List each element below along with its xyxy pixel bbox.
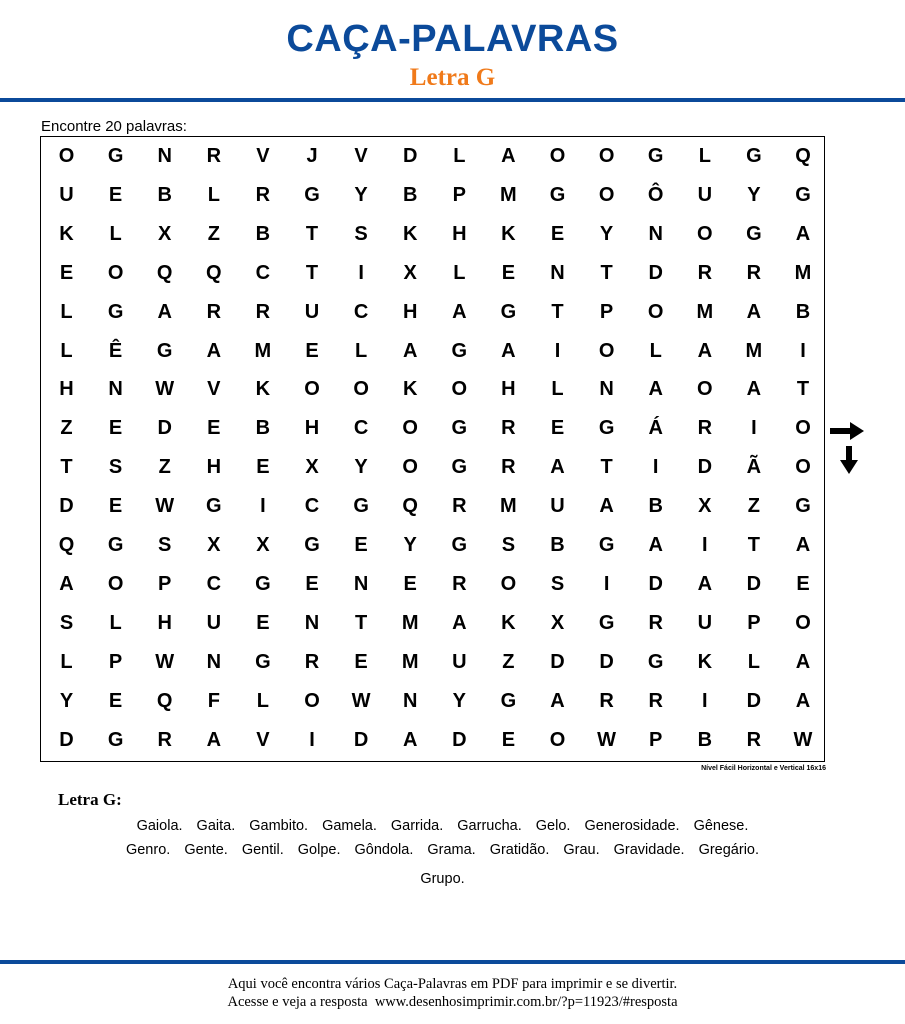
grid-letter[interactable]: A bbox=[206, 728, 222, 751]
grid-letter[interactable]: O bbox=[107, 261, 124, 284]
grid-letter[interactable]: D bbox=[353, 728, 369, 751]
word-item: Grupo. bbox=[420, 871, 465, 887]
grid-letter[interactable]: L bbox=[551, 378, 564, 401]
grid-letter[interactable]: T bbox=[551, 300, 564, 323]
grid-letter[interactable]: P bbox=[158, 572, 172, 595]
grid-letter[interactable]: Z bbox=[747, 495, 760, 518]
grid-letter[interactable]: Á bbox=[648, 417, 663, 440]
grid-letter[interactable]: X bbox=[305, 456, 319, 479]
grid-letter[interactable]: R bbox=[697, 261, 713, 284]
grid-letter[interactable]: D bbox=[59, 728, 74, 751]
word-item: Gratidão. bbox=[489, 842, 550, 858]
grid-letter[interactable]: K bbox=[59, 222, 74, 245]
grid-letter[interactable]: A bbox=[501, 145, 516, 167]
grid-letter[interactable]: D bbox=[599, 650, 614, 673]
grid-letter[interactable]: U bbox=[697, 611, 713, 634]
grid-letter[interactable]: G bbox=[107, 534, 124, 556]
grid-letter[interactable]: O bbox=[58, 145, 75, 167]
grid-letter[interactable]: X bbox=[698, 495, 712, 518]
word-item: Gôndola. bbox=[354, 842, 414, 858]
grid-letter[interactable]: H bbox=[304, 417, 320, 440]
grid-letter[interactable]: O bbox=[697, 378, 713, 401]
grid-letter[interactable]: E bbox=[550, 417, 565, 440]
grid-letter[interactable]: B bbox=[255, 417, 271, 440]
grid-letter[interactable]: Q bbox=[156, 261, 173, 284]
grid-letter[interactable]: H bbox=[206, 456, 222, 479]
grid-letter[interactable]: G bbox=[795, 183, 811, 206]
grid-letter[interactable]: G bbox=[255, 572, 271, 595]
grid-letter[interactable]: R bbox=[648, 689, 663, 712]
grid-letter[interactable]: H bbox=[157, 611, 172, 634]
grid-letter[interactable]: Q bbox=[795, 145, 811, 167]
grid-letter[interactable]: C bbox=[353, 300, 369, 323]
grid-letter[interactable]: O bbox=[598, 145, 615, 167]
grid-letter[interactable]: Y bbox=[599, 222, 614, 245]
grid-letter[interactable]: A bbox=[795, 534, 811, 556]
grid-letter[interactable]: R bbox=[746, 261, 762, 284]
grid-letter[interactable]: O bbox=[795, 611, 811, 634]
page-subtitle: Letra G bbox=[409, 64, 496, 91]
word-list-line-3 bbox=[0, 871, 885, 887]
grid-letter[interactable]: A bbox=[648, 378, 663, 401]
word-item: Gamela. bbox=[322, 818, 377, 834]
grid-letter[interactable]: M bbox=[500, 495, 517, 518]
grid-letter[interactable]: D bbox=[648, 572, 663, 595]
word-item: Gaiola. bbox=[136, 818, 183, 834]
grid-letter[interactable]: K bbox=[501, 611, 516, 634]
grid-letter[interactable]: D bbox=[550, 650, 565, 673]
grid-letter[interactable]: O bbox=[697, 222, 713, 245]
grid-letter[interactable]: G bbox=[107, 728, 124, 751]
grid-letter[interactable]: R bbox=[501, 456, 516, 479]
grid-letter[interactable]: G bbox=[451, 339, 468, 362]
grid-letter[interactable]: E bbox=[796, 572, 810, 595]
grid-letter[interactable]: T bbox=[354, 611, 368, 634]
grid-letter[interactable]: U bbox=[550, 495, 565, 518]
grid-letter[interactable]: O bbox=[402, 456, 418, 479]
grid-letter[interactable]: A bbox=[452, 300, 467, 323]
grid-letter[interactable]: R bbox=[255, 300, 271, 323]
word-item: Gênese. bbox=[693, 818, 749, 834]
grid-letter[interactable]: A bbox=[402, 339, 418, 362]
instruction-text: Encontre 20 palavras: bbox=[41, 118, 187, 135]
grid-letter[interactable]: I bbox=[751, 417, 757, 440]
top-divider bbox=[0, 98, 905, 102]
grid-letter[interactable]: G bbox=[598, 417, 615, 440]
grid-letter[interactable]: D bbox=[452, 728, 467, 751]
grid-letter[interactable]: N bbox=[599, 378, 614, 401]
grid-letter[interactable]: G bbox=[647, 650, 664, 673]
grid-letter[interactable]: Z bbox=[158, 456, 171, 479]
grid-letter[interactable]: P bbox=[452, 183, 466, 206]
grid-letter[interactable]: S bbox=[550, 572, 565, 595]
grid-letter[interactable]: F bbox=[207, 689, 220, 712]
grid-letter[interactable]: V bbox=[354, 145, 368, 167]
grid-letter[interactable]: O bbox=[451, 378, 468, 401]
grid-letter[interactable]: L bbox=[698, 145, 711, 167]
grid-letter[interactable]: G bbox=[107, 145, 124, 167]
grid-letter[interactable]: G bbox=[549, 183, 566, 206]
grid-letter[interactable]: E bbox=[354, 650, 368, 673]
grid-letter[interactable]: K bbox=[402, 378, 418, 401]
grid-letter[interactable]: T bbox=[747, 534, 760, 556]
grid-letter[interactable]: G bbox=[746, 145, 762, 167]
word-item: Genro. bbox=[125, 842, 171, 858]
grid-letter[interactable]: I bbox=[309, 728, 315, 751]
grid-letter[interactable]: G bbox=[255, 650, 271, 673]
grid-letter[interactable]: E bbox=[256, 456, 270, 479]
grid-letter[interactable]: A bbox=[550, 689, 565, 712]
grid-letter[interactable]: R bbox=[452, 572, 467, 595]
word-item: Gente. bbox=[184, 842, 228, 858]
grid-letter[interactable]: E bbox=[501, 261, 516, 284]
grid-letter[interactable]: H bbox=[59, 378, 74, 401]
word-item: Gregário. bbox=[698, 842, 760, 858]
grid-letter[interactable]: L bbox=[649, 339, 662, 362]
grid-letter[interactable]: O bbox=[795, 456, 811, 479]
word-item: Gelo. bbox=[535, 818, 571, 834]
grid-letter[interactable]: W bbox=[351, 689, 371, 712]
grid-letter[interactable]: V bbox=[207, 378, 221, 401]
grid-letter[interactable]: K bbox=[697, 650, 713, 673]
grid-letter[interactable]: E bbox=[305, 572, 319, 595]
level-label: Nível Fácil Horizontal e Vertical 16x16 bbox=[701, 765, 826, 772]
grid-letter[interactable]: A bbox=[501, 339, 516, 362]
word-item: Gentil. bbox=[241, 842, 284, 858]
grid-letter[interactable]: O bbox=[647, 300, 664, 323]
grid-letter[interactable]: L bbox=[207, 183, 220, 206]
grid-letter[interactable]: I bbox=[702, 534, 708, 556]
grid-letter[interactable]: A bbox=[795, 650, 811, 673]
grid-letter[interactable]: C bbox=[304, 495, 320, 518]
grid-letter[interactable]: T bbox=[305, 222, 319, 245]
grid-letter[interactable]: R bbox=[206, 300, 222, 323]
grid-letter[interactable]: E bbox=[501, 728, 516, 751]
grid-letter[interactable]: E bbox=[207, 417, 221, 440]
grid-letter[interactable]: T bbox=[60, 456, 73, 479]
word-item: Grama. bbox=[427, 842, 476, 858]
grid-letter[interactable]: W bbox=[597, 728, 617, 751]
grid-letter[interactable]: V bbox=[256, 728, 270, 751]
word-item: Gambito. bbox=[249, 818, 309, 834]
grid-letter[interactable]: P bbox=[747, 611, 761, 634]
grid-letter[interactable]: W bbox=[155, 650, 175, 673]
grid-letter[interactable]: I bbox=[260, 495, 266, 518]
footer bbox=[0, 975, 905, 1011]
grid-letter[interactable]: Y bbox=[747, 183, 761, 206]
grid-letter[interactable]: O bbox=[500, 572, 517, 595]
grid-letter[interactable]: N bbox=[206, 650, 222, 673]
grid-letter[interactable]: O bbox=[107, 572, 124, 595]
grid-letter[interactable]: C bbox=[255, 261, 271, 284]
grid-letter[interactable]: N bbox=[550, 261, 565, 284]
grid-letter[interactable]: R bbox=[206, 145, 222, 167]
grid-letter[interactable]: B bbox=[648, 495, 663, 518]
grid-letter[interactable]: G bbox=[156, 339, 173, 362]
grid-letter[interactable]: M bbox=[401, 650, 419, 673]
grid-letter[interactable]: G bbox=[598, 611, 615, 634]
grid-letter[interactable]: D bbox=[697, 456, 713, 479]
grid-letter[interactable]: S bbox=[108, 456, 123, 479]
grid-letter[interactable]: N bbox=[108, 378, 123, 401]
grid-letter[interactable]: T bbox=[796, 378, 810, 401]
word-item: Generosidade. bbox=[584, 818, 680, 834]
grid-letter[interactable]: P bbox=[599, 300, 614, 323]
grid-letter[interactable]: R bbox=[255, 183, 271, 206]
grid-letter[interactable]: W bbox=[793, 728, 813, 751]
grid-letter[interactable]: G bbox=[451, 534, 468, 556]
grid-letter[interactable]: G bbox=[304, 183, 320, 206]
grid-letter[interactable]: K bbox=[255, 378, 271, 401]
grid-letter[interactable]: O bbox=[549, 728, 566, 751]
grid-letter[interactable]: C bbox=[206, 572, 222, 595]
grid-letter[interactable]: E bbox=[108, 417, 123, 440]
grid-letter[interactable]: Z bbox=[60, 417, 73, 440]
grid-letter[interactable]: Q bbox=[206, 261, 222, 284]
grid-letter[interactable]: O bbox=[353, 378, 369, 401]
grid-letter[interactable]: A bbox=[402, 728, 418, 751]
grid-letter[interactable]: Y bbox=[59, 689, 74, 712]
grid-letter[interactable]: W bbox=[155, 495, 175, 518]
grid-letter[interactable]: R bbox=[697, 417, 713, 440]
grid-letter[interactable]: A bbox=[697, 572, 713, 595]
grid-letter[interactable]: G bbox=[304, 534, 320, 556]
grid-letter[interactable]: O bbox=[402, 417, 418, 440]
grid-letter[interactable]: S bbox=[158, 534, 172, 556]
grid-letter[interactable]: G bbox=[598, 534, 615, 556]
grid-letter[interactable]: E bbox=[550, 222, 565, 245]
grid-letter[interactable]: S bbox=[59, 611, 74, 634]
grid-letter[interactable]: V bbox=[256, 145, 270, 167]
grid-letter[interactable]: A bbox=[746, 300, 762, 323]
grid-letter[interactable]: W bbox=[155, 378, 175, 401]
grid-letter[interactable]: K bbox=[402, 222, 418, 245]
word-list-line-2 bbox=[0, 842, 885, 858]
grid-letter[interactable]: I bbox=[800, 339, 806, 362]
grid-letter[interactable]: A bbox=[697, 339, 713, 362]
grid-letter[interactable]: C bbox=[353, 417, 369, 440]
grid-letter[interactable]: D bbox=[157, 417, 172, 440]
grid-letter[interactable]: E bbox=[256, 611, 270, 634]
grid-letter[interactable]: L bbox=[747, 650, 760, 673]
grid-letter[interactable]: P bbox=[649, 728, 663, 751]
grid-letter[interactable]: U bbox=[304, 300, 320, 323]
grid-letter[interactable]: A bbox=[648, 534, 663, 556]
grid-letter[interactable]: N bbox=[353, 572, 369, 595]
grid-letter[interactable]: L bbox=[453, 145, 466, 167]
grid-letter[interactable]: S bbox=[354, 222, 368, 245]
grid-letter[interactable]: T bbox=[305, 261, 319, 284]
grid-letter[interactable]: X bbox=[158, 222, 172, 245]
grid-letter[interactable]: B bbox=[550, 534, 565, 556]
grid-letter[interactable]: X bbox=[403, 261, 417, 284]
grid-letter[interactable]: Ô bbox=[647, 183, 664, 206]
grid-letter[interactable]: N bbox=[304, 611, 320, 634]
grid-letter[interactable]: M bbox=[401, 611, 419, 634]
grid-letter[interactable]: A bbox=[59, 572, 74, 595]
grid-letter[interactable]: Y bbox=[354, 183, 368, 206]
footer-line-1: Aqui você encontra vários Caça-Palavras em PDF para imprimir e se divertir. bbox=[227, 976, 678, 992]
grid-letter[interactable]: E bbox=[305, 339, 319, 362]
grid-letter[interactable]: O bbox=[549, 145, 566, 167]
grid-letter[interactable]: A bbox=[157, 300, 172, 323]
grid-letter[interactable]: K bbox=[501, 222, 516, 245]
grid-letter[interactable]: A bbox=[206, 339, 222, 362]
grid-letter[interactable]: D bbox=[746, 689, 762, 712]
grid-letter[interactable]: L bbox=[60, 650, 73, 673]
grid-letter[interactable]: E bbox=[108, 183, 123, 206]
grid-letter[interactable]: R bbox=[746, 728, 762, 751]
grid-letter[interactable]: M bbox=[794, 261, 812, 284]
grid-letter[interactable]: E bbox=[108, 689, 123, 712]
grid-letter[interactable]: L bbox=[354, 339, 368, 362]
word-item: Grau. bbox=[563, 842, 600, 858]
grid-letter[interactable]: E bbox=[59, 261, 74, 284]
grid-letter[interactable]: T bbox=[600, 456, 613, 479]
grid-letter[interactable]: O bbox=[795, 417, 811, 440]
grid-letter[interactable]: M bbox=[254, 339, 272, 362]
grid-letter[interactable]: H bbox=[402, 300, 418, 323]
grid-letter[interactable]: S bbox=[501, 534, 516, 556]
grid-letter[interactable]: H bbox=[452, 222, 467, 245]
grid-letter[interactable]: L bbox=[109, 222, 122, 245]
grid-letter[interactable]: N bbox=[157, 145, 172, 167]
grid-letter[interactable]: E bbox=[354, 534, 368, 556]
grid-letter[interactable]: O bbox=[598, 339, 615, 362]
word-item: Gravidade. bbox=[613, 842, 685, 858]
grid-letter[interactable]: Y bbox=[354, 456, 368, 479]
grid-letter[interactable]: X bbox=[207, 534, 221, 556]
down-arrow-icon bbox=[840, 446, 858, 474]
grid-letter[interactable]: B bbox=[697, 728, 713, 751]
grid-letter[interactable]: I bbox=[554, 339, 561, 362]
word-item: Garrida. bbox=[390, 818, 444, 834]
grid-letter[interactable]: N bbox=[648, 222, 663, 245]
grid-letter[interactable]: I bbox=[603, 572, 610, 595]
page-title: CAÇA-PALAVRAS bbox=[286, 18, 619, 60]
grid-letter[interactable]: G bbox=[647, 145, 664, 167]
footer-line-2: Acesse e veja a resposta www.desenhosimprimir.com.br/?p=11923/#resposta bbox=[227, 994, 678, 1010]
grid-letter[interactable]: P bbox=[108, 650, 123, 673]
right-arrow-icon bbox=[830, 422, 864, 440]
grid-letter[interactable]: L bbox=[453, 261, 466, 284]
grid-letter[interactable]: D bbox=[402, 145, 418, 167]
grid-letter[interactable]: G bbox=[500, 300, 517, 323]
grid-letter[interactable]: O bbox=[598, 183, 615, 206]
grid-letter[interactable]: B bbox=[795, 300, 811, 323]
grid-letter[interactable]: B bbox=[255, 222, 271, 245]
grid-letter[interactable]: L bbox=[60, 300, 73, 323]
grid-letter[interactable]: A bbox=[599, 495, 614, 518]
word-item: Golpe. bbox=[297, 842, 341, 858]
grid-letter[interactable]: R bbox=[501, 417, 516, 440]
grid-letter[interactable]: G bbox=[500, 689, 517, 712]
grid-letter[interactable]: G bbox=[206, 495, 222, 518]
grid-letter[interactable]: E bbox=[108, 495, 123, 518]
grid-letter[interactable]: A bbox=[795, 689, 811, 712]
grid-letter[interactable]: G bbox=[795, 495, 811, 518]
grid-letter[interactable]: D bbox=[746, 572, 762, 595]
grid-letter[interactable]: R bbox=[304, 650, 320, 673]
word-list-line-1 bbox=[0, 818, 885, 834]
grid-letter[interactable]: I bbox=[358, 261, 364, 284]
word-search-grid bbox=[40, 136, 825, 762]
grid-letter[interactable]: Y bbox=[403, 534, 417, 556]
grid-letter[interactable]: J bbox=[306, 145, 318, 167]
grid-letter[interactable]: B bbox=[157, 183, 172, 206]
grid-letter[interactable]: I bbox=[702, 689, 708, 712]
grid-letter[interactable]: L bbox=[256, 689, 269, 712]
word-item: Gaita. bbox=[196, 818, 236, 834]
word-list-title: Letra G: bbox=[58, 790, 122, 809]
grid-letter[interactable]: T bbox=[600, 261, 613, 284]
grid-letter[interactable]: A bbox=[746, 378, 762, 401]
grid-letter[interactable]: A bbox=[452, 611, 467, 634]
grid-letter[interactable]: H bbox=[501, 378, 516, 401]
grid-letter[interactable]: E bbox=[403, 572, 417, 595]
grid-letter[interactable]: M bbox=[696, 300, 714, 323]
bottom-divider bbox=[0, 960, 905, 964]
grid-letter[interactable]: G bbox=[451, 417, 468, 440]
grid-letter[interactable]: D bbox=[648, 261, 663, 284]
grid-letter[interactable]: U bbox=[206, 611, 222, 634]
grid-letter[interactable]: X bbox=[256, 534, 270, 556]
grid-letter[interactable]: B bbox=[402, 183, 418, 206]
grid-letter[interactable]: Ê bbox=[108, 339, 123, 362]
grid-letter[interactable]: M bbox=[745, 339, 763, 362]
grid-letter[interactable]: G bbox=[746, 222, 762, 245]
grid-letter[interactable]: U bbox=[697, 183, 713, 206]
grid-letter[interactable]: G bbox=[107, 300, 124, 323]
grid-letter[interactable]: A bbox=[795, 222, 811, 245]
grid-letter[interactable]: Q bbox=[58, 534, 75, 556]
grid-letter[interactable]: R bbox=[599, 689, 614, 712]
grid-letter[interactable]: D bbox=[59, 495, 74, 518]
grid-letter[interactable]: R bbox=[157, 728, 172, 751]
grid-letter[interactable]: Ã bbox=[746, 456, 762, 479]
grid-letter[interactable]: U bbox=[452, 650, 467, 673]
grid-letter[interactable]: O bbox=[304, 378, 320, 401]
grid-letter[interactable]: L bbox=[109, 611, 122, 634]
grid-letter[interactable]: Q bbox=[156, 689, 173, 712]
grid-letter[interactable]: I bbox=[652, 456, 659, 479]
grid-letter[interactable]: Z bbox=[207, 222, 220, 245]
grid-letter[interactable]: M bbox=[500, 183, 517, 206]
grid-letter[interactable]: R bbox=[648, 611, 663, 634]
grid-letter[interactable]: Z bbox=[502, 650, 515, 673]
grid-letter[interactable]: G bbox=[451, 456, 468, 479]
grid-letter[interactable]: A bbox=[550, 456, 565, 479]
word-item: Garrucha. bbox=[457, 818, 522, 834]
grid-letter[interactable]: L bbox=[60, 339, 73, 362]
grid-letter[interactable]: U bbox=[59, 183, 74, 206]
grid-letter[interactable]: X bbox=[550, 611, 565, 634]
grid-letter[interactable]: N bbox=[402, 689, 418, 712]
grid-letter[interactable]: Q bbox=[402, 495, 418, 518]
grid-letter[interactable]: R bbox=[452, 495, 467, 518]
grid-letter[interactable]: Y bbox=[452, 689, 466, 712]
grid-letter[interactable]: G bbox=[353, 495, 369, 518]
grid-letter[interactable]: O bbox=[304, 689, 320, 712]
